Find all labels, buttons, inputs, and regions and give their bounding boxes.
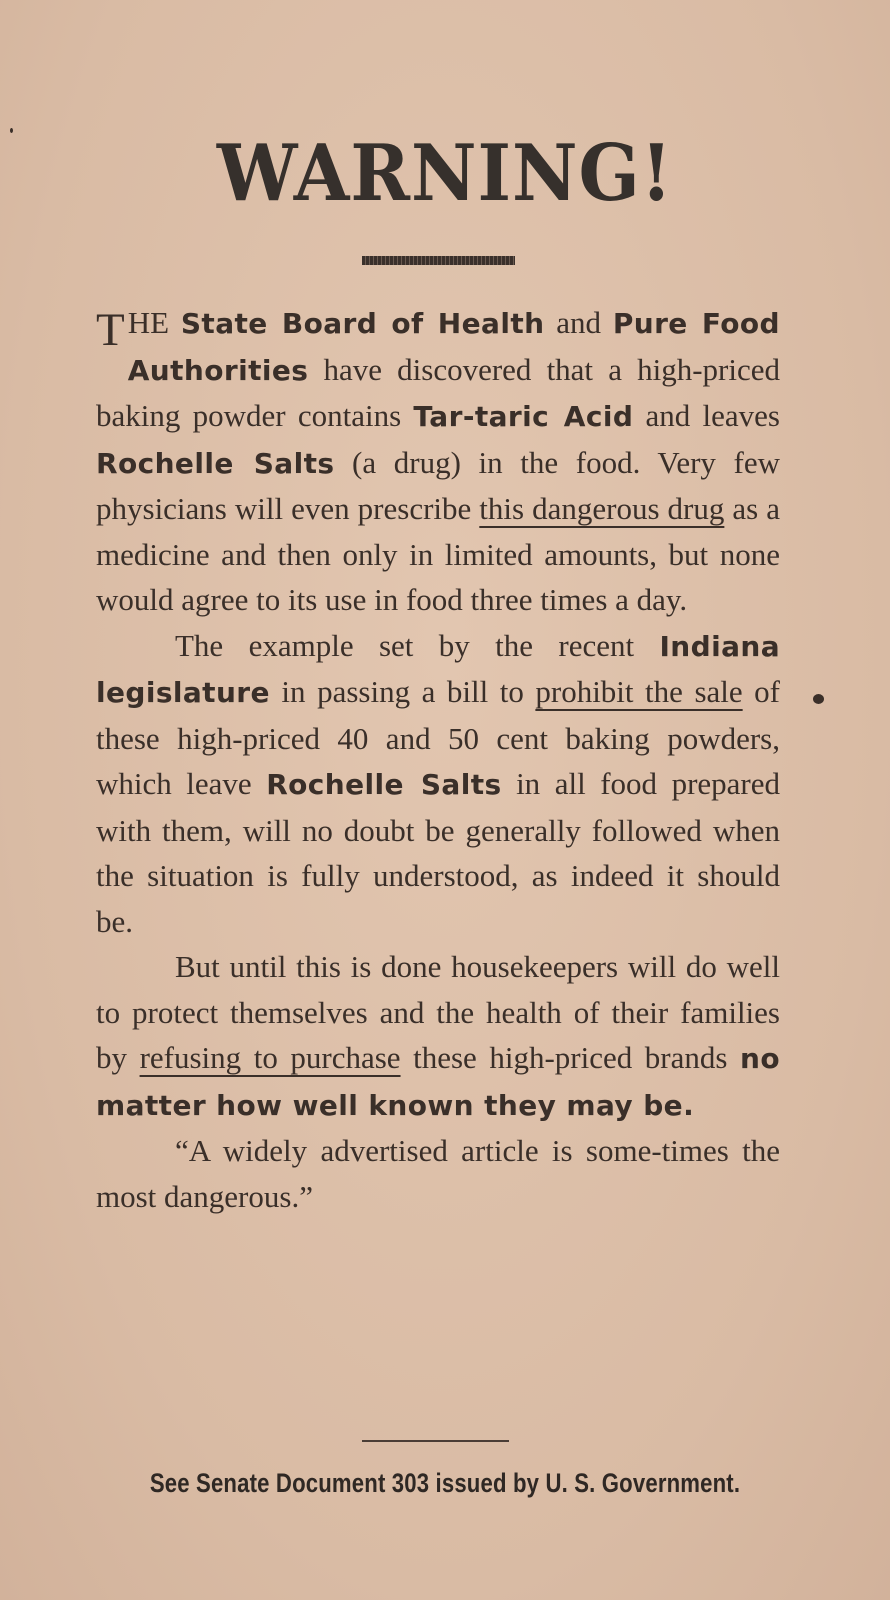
paragraph-3: But until this is done housekeepers will do well to protect themselves and the health of their families by refusing to purchase these high-priced brands no matter how well known they may be. — [96, 949, 780, 1122]
bold-phrase: Rochelle Salts — [96, 446, 335, 480]
ink-speck — [813, 694, 824, 704]
paragraph-1: THE State Board of Health and Pure Food Authorities have discovered that a high-priced baking powder contains Tar-taric Acid and leaves Rochelle Salts (a drug) in the food. Very few physicians will even prescribe this dangerous drug as a medicine and then only in limited amounts, but none would agree to its use in food three times a day. — [96, 304, 781, 617]
page-title: WARNING! — [216, 128, 674, 219]
underlined-phrase: refusing to purchase — [139, 1040, 401, 1075]
bold-phrase: no matter how well known they may be. — [96, 1042, 780, 1122]
paragraph-2: The example set by the recent Indiana legislature in passing a bill to prohibit the sale of these high-priced 40 and 50 cent baking powders, which leave Rochelle Salts in all food prepared with them, will no doubt be generally followed when the situation is fully understood, as indeed it should be. — [96, 627, 781, 939]
footer-divider — [362, 1440, 509, 1442]
footer-note: See Senate Document 303 issued by U. S. Government. — [149, 1468, 741, 1498]
drop-cap: T — [96, 304, 125, 356]
underlined-phrase: this dangerous drug — [479, 491, 725, 526]
title-divider — [362, 256, 515, 265]
bold-phrase: State Board of Health — [180, 307, 545, 340]
bold-phrase: Pure Food Authorities — [127, 307, 780, 387]
paragraph-4: “A widely advertised article is some-times the most dangerous.” — [96, 1133, 780, 1214]
body-text — [96, 300, 780, 1219]
underlined-phrase: prohibit the sale — [535, 674, 743, 709]
ink-speck — [10, 128, 13, 133]
bold-phrase: Tar-taric Acid — [413, 400, 634, 433]
bold-phrase: Rochelle Salts — [266, 768, 502, 801]
bold-phrase: Indiana legislature — [96, 629, 780, 709]
